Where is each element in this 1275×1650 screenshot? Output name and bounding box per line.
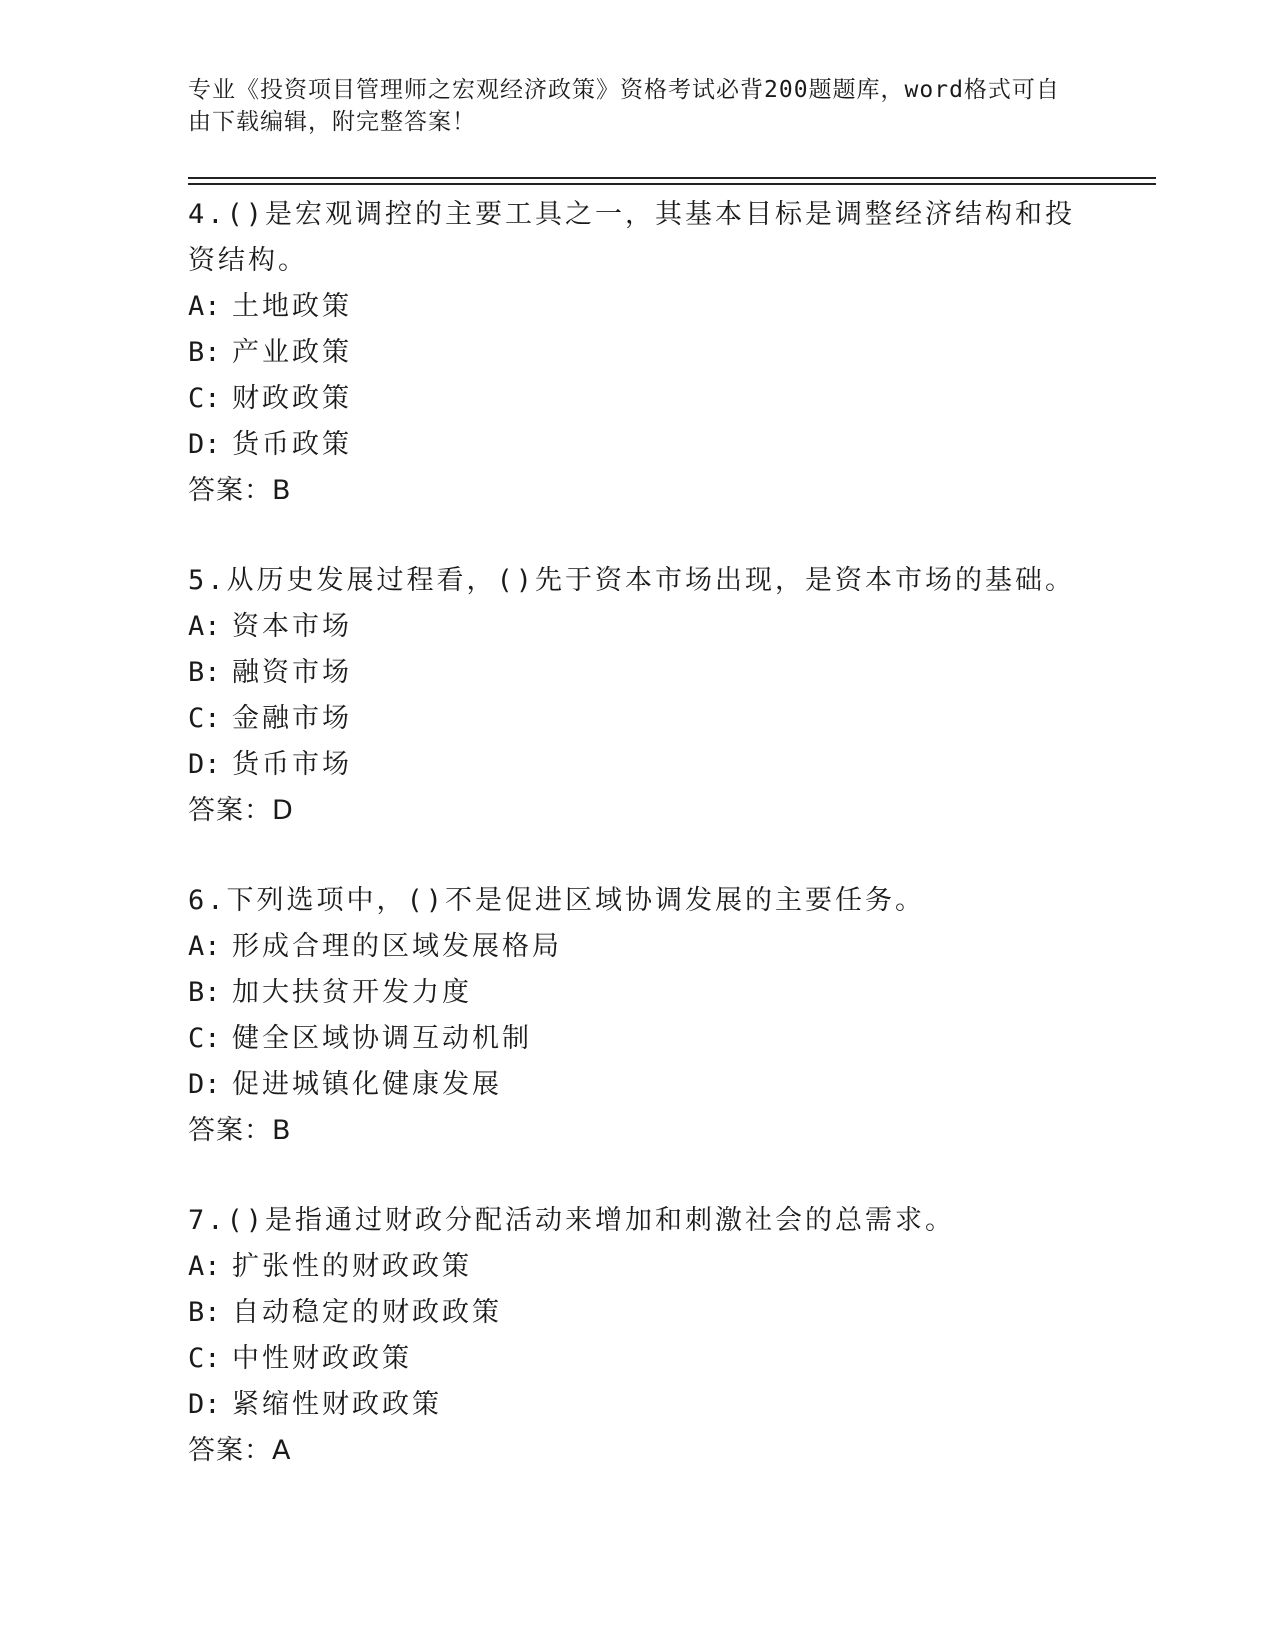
option-text: 财政政策	[232, 383, 352, 414]
option-b	[188, 1290, 1088, 1336]
answer-line: 答案：B	[188, 475, 292, 506]
option-text: 货币市场	[232, 749, 352, 780]
option-c	[188, 376, 1088, 422]
option-text: 扩张性的财政政策	[232, 1251, 472, 1282]
option-text: 土地政策	[232, 291, 352, 322]
option-text: 货币政策	[232, 429, 352, 460]
option-a	[188, 284, 1088, 330]
answer-line: 答案：A	[188, 1435, 292, 1466]
option-a	[188, 1244, 1088, 1290]
option-text: 产业政策	[232, 337, 352, 368]
question-stem: 4.()是宏观调控的主要工具之一，其基本目标是调整经济结构和投资结构。	[188, 199, 1076, 276]
option-b	[188, 330, 1088, 376]
option-a	[188, 604, 1088, 650]
option-c	[188, 1016, 1088, 1062]
option-d	[188, 1382, 1088, 1428]
option-letter: C:	[188, 383, 221, 414]
option-letter: B:	[188, 1297, 221, 1328]
question-item	[188, 192, 1088, 514]
option-text: 促进城镇化健康发展	[232, 1069, 502, 1100]
option-text: 健全区域协调互动机制	[232, 1023, 532, 1054]
option-text: 融资市场	[232, 657, 352, 688]
question-item	[188, 1198, 1088, 1474]
option-text: 资本市场	[232, 611, 352, 642]
option-letter: A:	[188, 291, 221, 322]
option-letter: D:	[188, 749, 221, 780]
question-item	[188, 558, 1088, 834]
question-stem: 7.()是指通过财政分配活动来增加和刺激社会的总需求。	[188, 1205, 956, 1236]
option-d	[188, 422, 1088, 468]
option-letter: A:	[188, 931, 221, 962]
header-divider-bottom	[188, 183, 1156, 185]
option-c	[188, 1336, 1088, 1382]
option-letter: A:	[188, 1251, 221, 1282]
option-a	[188, 924, 1088, 970]
option-letter: D:	[188, 429, 221, 460]
question-stem: 6.下列选项中，()不是促进区域协调发展的主要任务。	[188, 885, 926, 916]
answer-line: 答案：B	[188, 1115, 292, 1146]
option-b	[188, 650, 1088, 696]
option-letter: C:	[188, 703, 221, 734]
option-letter: B:	[188, 977, 221, 1008]
option-text: 加大扶贫开发力度	[232, 977, 472, 1008]
option-letter: D:	[188, 1389, 221, 1420]
option-d	[188, 742, 1088, 788]
option-letter: C:	[188, 1023, 221, 1054]
option-text: 中性财政政策	[232, 1343, 412, 1374]
option-text: 自动稳定的财政政策	[232, 1297, 502, 1328]
option-text: 形成合理的区域发展格局	[232, 931, 562, 962]
option-text: 金融市场	[232, 703, 352, 734]
option-letter: C:	[188, 1343, 221, 1374]
option-letter: B:	[188, 657, 221, 688]
option-letter: B:	[188, 337, 221, 368]
answer-line: 答案：D	[188, 795, 294, 826]
header-divider-top	[188, 177, 1156, 179]
document-header: 专业《投资项目管理师之宏观经济政策》资格考试必背200题题库，word格式可自由下载编辑，附完整答案！	[188, 77, 1060, 135]
option-letter: A:	[188, 611, 221, 642]
question-stem: 5.从历史发展过程看，()先于资本市场出现，是资本市场的基础。	[188, 565, 1076, 596]
option-b	[188, 970, 1088, 1016]
option-d	[188, 1062, 1088, 1108]
option-letter: D:	[188, 1069, 221, 1100]
option-c	[188, 696, 1088, 742]
question-item	[188, 878, 1088, 1154]
option-text: 紧缩性财政政策	[232, 1389, 442, 1420]
question-list	[188, 192, 1088, 1518]
